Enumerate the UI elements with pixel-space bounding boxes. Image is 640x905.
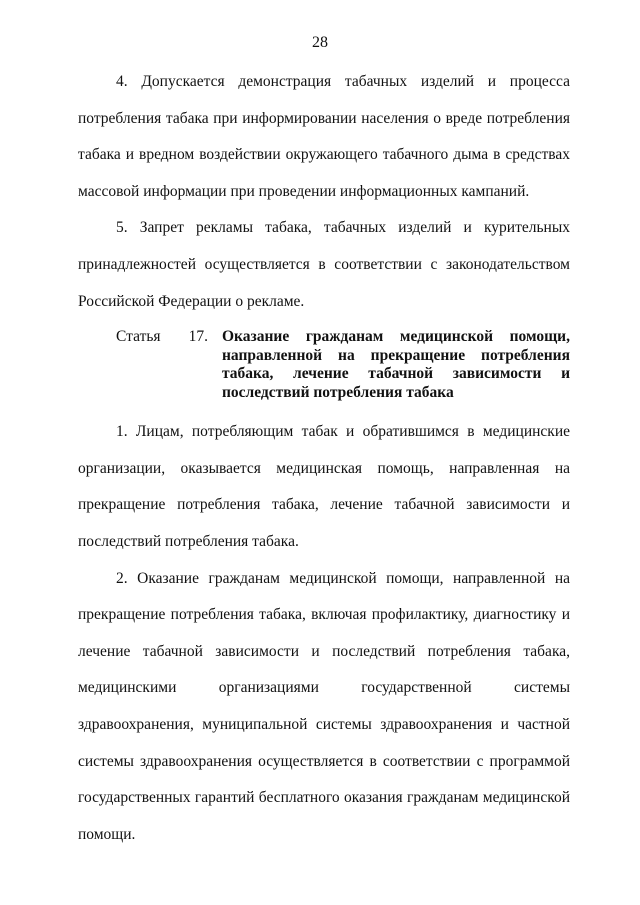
paragraph-item-2: 2. Оказание гражданам медицинской помощи, направленной на прекращение потребления табака, включая профилактику, диагностику и лечение табачной зависимости и последствий потребления табака, медицинскими организациями государственной системы здравоохранения, муниципальной системы здравоохранения и частной системы здравоохранения осуществляется в соответствии с программой государственных гарантий бесплатного оказания гражданам медицинской помощи. [78,569,570,843]
document-body [78,64,570,853]
paragraph-item-5: 5. Запрет рекламы табака, табачных изделий и курительных принадлежностей осуществляется в соответствии с законодательством Российской Федерации о рекламе. [78,219,570,310]
paragraph-item-1: 1. Лицам, потребляющим табак и обратившимся в медицинские организации, оказывается медицинская помощь, направленная на прекращение потребления табака, лечение табачной зависимости и последствий потребления табака. [78,423,570,550]
paragraph-item-4: 4. Допускается демонстрация табачных изделий и процесса потребления табака при информировании населения о вреде потребления табака и вредном воздействии окружающего табачного дыма в средствах массовой информации при проведении информационных кампаний. [78,73,570,200]
article-title: Оказание гражданам медицинской помощи, направленной на прекращение потребления табака, лечение табачной зависимости и последствий потребления табака [222,328,570,401]
page-number: 28 [312,34,328,51]
article-word: Статья [116,328,161,346]
article-heading [78,328,570,402]
article-label [78,328,222,402]
article-number: 17. [188,328,208,346]
